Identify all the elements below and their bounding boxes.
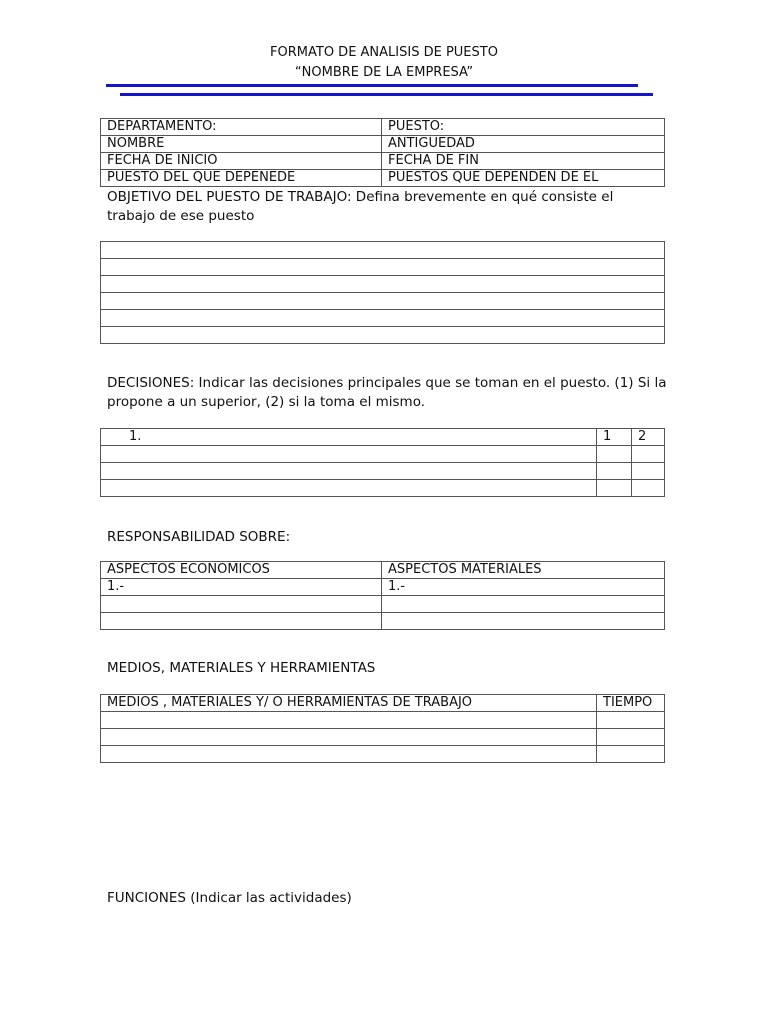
table-row bbox=[101, 596, 665, 613]
puestos-dependientes-cell: PUESTOS QUE DEPENDEN DE EL bbox=[382, 170, 665, 187]
blank-cell bbox=[101, 242, 665, 259]
table-row bbox=[101, 293, 665, 310]
puesto-superior-cell: PUESTO DEL QUE DEPENEDE bbox=[101, 170, 382, 187]
medios-header: MEDIOS , MATERIALES Y/ O HERRAMIENTAS DE TRABAJO bbox=[101, 695, 597, 712]
table-row bbox=[101, 446, 665, 463]
table-row bbox=[101, 613, 665, 630]
blank-cell bbox=[101, 729, 597, 746]
table-row bbox=[101, 463, 665, 480]
table-row bbox=[101, 119, 665, 136]
medios-heading: MEDIOS, MATERIALES Y HERRAMIENTAS bbox=[107, 660, 376, 676]
document-title: FORMATO DE ANALISIS DE PUESTO bbox=[270, 45, 498, 60]
medios-table bbox=[100, 694, 665, 763]
table-row bbox=[101, 712, 665, 729]
materiales-item-1: 1.- bbox=[382, 579, 665, 596]
antiguedad-cell: ANTIGÜEDAD bbox=[382, 136, 665, 153]
puesto-cell: PUESTO: bbox=[382, 119, 665, 136]
table-row bbox=[101, 136, 665, 153]
blank-cell bbox=[101, 746, 597, 763]
departamento-cell: DEPARTAMENTO: bbox=[101, 119, 382, 136]
fecha-fin-cell: FECHA DE FIN bbox=[382, 153, 665, 170]
decisiones-table bbox=[100, 428, 665, 497]
blank-cell bbox=[101, 310, 665, 327]
table-row bbox=[101, 429, 665, 446]
objetivo-table bbox=[100, 241, 665, 344]
table-row bbox=[101, 562, 665, 579]
table-row bbox=[101, 310, 665, 327]
blank-cell bbox=[597, 463, 632, 480]
aspectos-materiales-header: ASPECTOS MATERIALES bbox=[382, 562, 665, 579]
col-2-header: 2 bbox=[632, 429, 665, 446]
table-row bbox=[101, 153, 665, 170]
table-row bbox=[101, 242, 665, 259]
objetivo-text: OBJETIVO DEL PUESTO DE TRABAJO: Defina brevemente en qué consiste el trabajo de ese puesto bbox=[107, 189, 614, 224]
decision-item-1: 1. bbox=[101, 429, 597, 446]
header-rule-bottom bbox=[120, 93, 653, 96]
blank-cell bbox=[101, 327, 665, 344]
col-1-header: 1 bbox=[597, 429, 632, 446]
blank-cell bbox=[632, 446, 665, 463]
blank-cell bbox=[597, 480, 632, 497]
blank-cell bbox=[382, 613, 665, 630]
table-row bbox=[101, 259, 665, 276]
nombre-cell: NOMBRE bbox=[101, 136, 382, 153]
table-row bbox=[101, 480, 665, 497]
blank-cell bbox=[101, 613, 382, 630]
blank-cell bbox=[101, 596, 382, 613]
blank-cell bbox=[632, 480, 665, 497]
responsabilidad-heading: RESPONSABILIDAD SOBRE: bbox=[107, 529, 291, 545]
blank-cell bbox=[597, 446, 632, 463]
blank-cell bbox=[101, 293, 665, 310]
company-name: “NOMBRE DE LA EMPRESA” bbox=[294, 65, 474, 80]
blank-cell bbox=[101, 276, 665, 293]
funciones-heading: FUNCIONES (Indicar las actividades) bbox=[107, 890, 352, 906]
table-row bbox=[101, 695, 665, 712]
decisiones-text: DECISIONES: Indicar las decisiones principales que se toman en el puesto. (1) Si la propone a un superior, (2) si la toma el mismo. bbox=[107, 375, 667, 410]
blank-cell bbox=[101, 259, 665, 276]
responsabilidad-table bbox=[100, 561, 665, 630]
blank-cell bbox=[597, 729, 665, 746]
table-row bbox=[101, 276, 665, 293]
table-row bbox=[101, 746, 665, 763]
table-row bbox=[101, 170, 665, 187]
blank-cell bbox=[101, 480, 597, 497]
header-rule-top bbox=[106, 84, 638, 87]
table-row bbox=[101, 729, 665, 746]
blank-cell bbox=[382, 596, 665, 613]
info-table bbox=[100, 118, 665, 187]
blank-cell bbox=[597, 746, 665, 763]
blank-cell bbox=[101, 712, 597, 729]
table-row bbox=[101, 579, 665, 596]
aspectos-economicos-header: ASPECTOS ECONOMICOS bbox=[101, 562, 382, 579]
fecha-inicio-cell: FECHA DE INICIO bbox=[101, 153, 382, 170]
blank-cell bbox=[597, 712, 665, 729]
tiempo-header: TIEMPO bbox=[597, 695, 665, 712]
table-row bbox=[101, 327, 665, 344]
blank-cell bbox=[632, 463, 665, 480]
economicos-item-1: 1.- bbox=[101, 579, 382, 596]
blank-cell bbox=[101, 463, 597, 480]
blank-cell bbox=[101, 446, 597, 463]
